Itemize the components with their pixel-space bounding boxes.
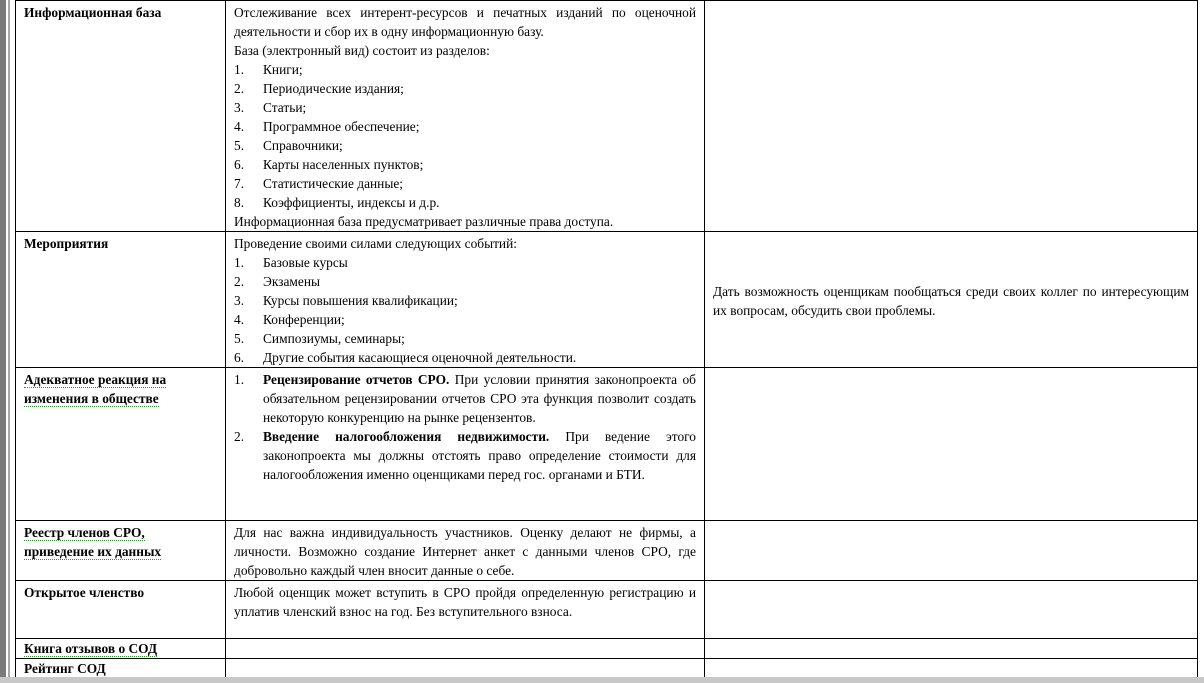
list-item: Коэффициенты, индексы и д.р. — [263, 195, 440, 210]
table-row — [16, 639, 1198, 659]
row-note — [705, 639, 1198, 659]
row-content: Для нас важна индивидуальность участников. Оценку делают не фирмы, а личности. Возможно создание Интернет анкет с данными членов СРО, где добровольно каждый член вносит данные о себе. — [226, 521, 705, 581]
list-item: Периодические издания; — [263, 81, 404, 96]
table-row — [16, 232, 1198, 368]
list-item: Базовые курсы — [263, 255, 348, 270]
paragraph: База (электронный вид) состоит из разделов: — [234, 43, 490, 58]
numbered-list — [234, 60, 696, 212]
row-note — [705, 659, 1198, 679]
page-edge-bottom — [0, 677, 1204, 683]
paragraph: Информационная база предусматривает различные права доступа. — [234, 214, 614, 229]
list-item: Карты населенных пунктов; — [263, 157, 424, 172]
row-note — [705, 1, 1198, 232]
list-item: Конференции; — [263, 312, 345, 327]
item-text: При условии принятия законопроекта об обязательном рецензировании отчетов СРО эта функция позволит создать некоторую конкуренцию на рынке рецензентов. — [263, 372, 696, 425]
paragraph: Проведение своими силами следующих событий: — [234, 236, 517, 251]
list-item: Программное обеспечение; — [263, 119, 420, 134]
row-label: Рейтинг СОД — [16, 659, 226, 679]
list-item: Книги; — [263, 62, 303, 77]
row-label — [16, 639, 226, 659]
row-content — [226, 639, 705, 659]
list-item: Статистические данные; — [263, 176, 404, 191]
row-note — [705, 521, 1198, 581]
item-heading: Введение налогообложения недвижимости. — [263, 429, 550, 444]
page-edge — [0, 0, 6, 683]
document-table — [15, 0, 1198, 679]
row-content — [226, 232, 705, 368]
list-item — [234, 370, 696, 427]
list-item: Справочники; — [263, 138, 343, 153]
row-label — [16, 368, 226, 521]
numbered-list — [234, 370, 696, 484]
table-row — [16, 521, 1198, 581]
row-content: Любой оценщик может вступить в СРО пройдя определенную регистрацию и уплатив членский взнос на год. Без вступительного взноса. — [226, 581, 705, 639]
row-content — [226, 1, 705, 232]
row-label: Открытое членство — [16, 581, 226, 639]
row-label: Мероприятия — [16, 232, 226, 368]
table-row — [16, 659, 1198, 679]
row-label-text: Реестр членов СРО, приведение их данных — [24, 525, 162, 559]
table-row — [16, 368, 1198, 521]
item-text: При ведение этого законопроекта мы должны отстоять право определение стоимости для налогообложения именно оценщиками перед гос. органами и БТИ. — [263, 429, 696, 482]
item-heading: Рецензирование отчетов СРО. — [263, 372, 450, 387]
list-item: Другие события касающиеся оценочной деятельности. — [263, 350, 577, 365]
row-label-text: Книга отзывов о СОД — [24, 641, 158, 656]
list-item: Экзамены — [263, 274, 320, 289]
page-edge-inner — [8, 0, 10, 683]
list-item: Статьи; — [263, 100, 307, 115]
row-label — [16, 521, 226, 581]
table-row — [16, 581, 1198, 639]
row-content — [226, 368, 705, 521]
row-note — [705, 581, 1198, 639]
table-row — [16, 1, 1198, 232]
list-item: Курсы повышения квалификации; — [263, 293, 458, 308]
paragraph: Отслеживание всех интерент-ресурсов и печатных изданий по оценочной деятельности и сбор их в одну информационную базу. — [234, 5, 696, 39]
row-content — [226, 659, 705, 679]
list-item — [234, 427, 696, 484]
row-note — [705, 368, 1198, 521]
numbered-list — [234, 253, 696, 367]
row-label: Информационная база — [16, 1, 226, 232]
row-note: Дать возможность оценщикам пообщаться среди своих коллег по интересующим их вопросам, обсудить свои проблемы. — [705, 232, 1198, 368]
row-label-text: Адекватное реакция на изменения в обществе — [24, 372, 167, 406]
list-item: Симпозиумы, семинары; — [263, 331, 405, 346]
